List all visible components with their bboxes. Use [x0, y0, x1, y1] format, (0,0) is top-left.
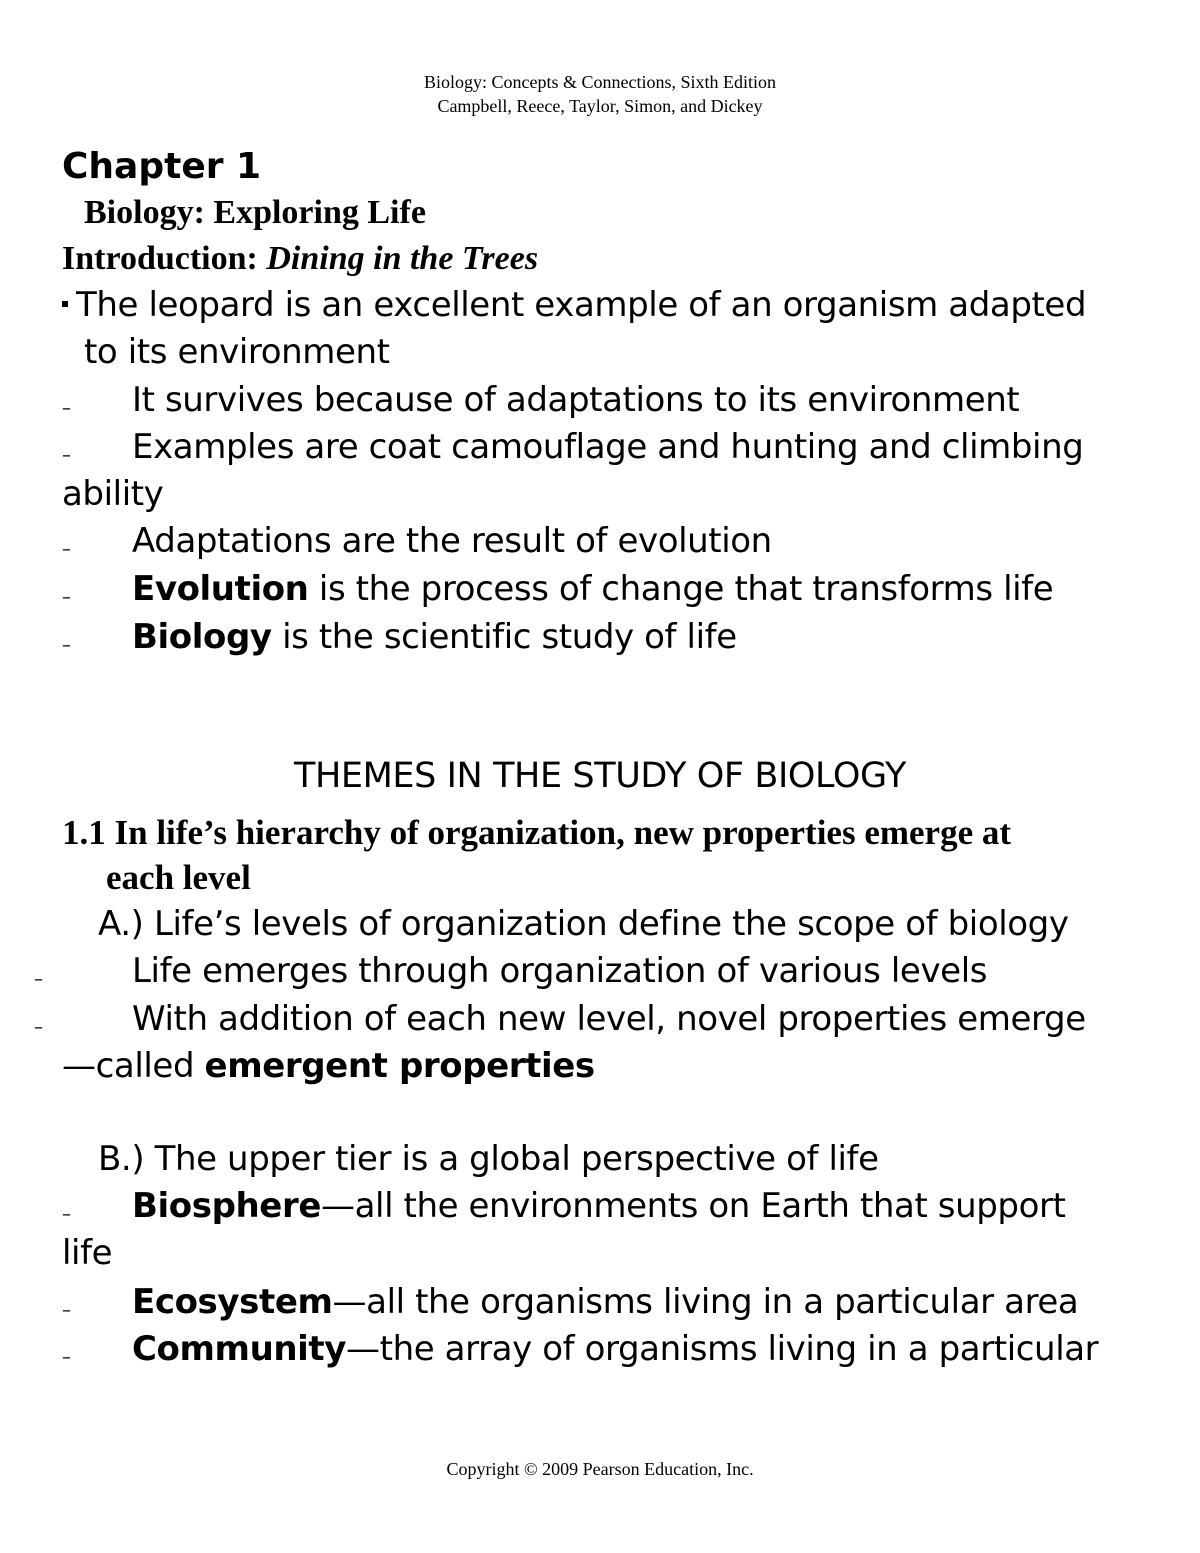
list-item: It survives because of adaptations to its environment — [132, 380, 1020, 420]
bullet-leopard-line2: to its environment — [84, 332, 390, 372]
copyright-footer: Copyright © 2009 Pearson Education, Inc. — [446, 1459, 754, 1479]
list-item — [132, 569, 1053, 609]
dash-marker: – — [62, 1347, 71, 1368]
section-1-1-line2: each level — [106, 858, 251, 897]
dash-marker: – — [62, 587, 71, 608]
term-biology: Biology — [132, 617, 272, 657]
dash-marker: – — [62, 398, 71, 419]
list-item: Adaptations are the result of evolution — [132, 521, 772, 561]
definition-text: is the process of change that transforms life — [308, 569, 1054, 609]
term-emergent-properties: emergent properties — [204, 1046, 595, 1086]
term-biosphere: Biosphere — [132, 1186, 321, 1226]
chapter-number: Chapter 1 — [62, 146, 262, 187]
subsection-a: A.) Life’s levels of organization define the scope of biology — [98, 904, 1069, 944]
section-1-1-line1: 1.1 In life’s hierarchy of organization, new properties emerge at — [62, 813, 1012, 852]
called-prefix: —called — [62, 1046, 205, 1086]
intro-heading — [62, 240, 538, 278]
book-title: Biology: Concepts & Connections, Sixth Edition — [423, 72, 776, 92]
book-authors: Campbell, Reece, Taylor, Simon, and Dickey — [437, 96, 763, 116]
list-item — [132, 1282, 1078, 1322]
list-item — [132, 1186, 1066, 1226]
themes-heading: THEMES IN THE STUDY OF BIOLOGY — [293, 756, 907, 796]
definition-text: —all the organisms living in a particular area — [332, 1282, 1079, 1322]
term-ecosystem: Ecosystem — [132, 1282, 333, 1322]
definition-text: —the array of organisms living in a particular — [346, 1329, 1099, 1369]
term-evolution: Evolution — [132, 569, 309, 609]
bullet-leopard-line1: The leopard is an excellent example of an organism adapted — [76, 285, 1087, 325]
bullet-leopard — [62, 285, 1086, 325]
list-item — [132, 617, 737, 657]
list-item: With addition of each new level, novel properties emerge — [132, 999, 1086, 1039]
dash-marker: – — [62, 1204, 71, 1225]
list-item: Examples are coat camouflage and hunting and climbing — [132, 427, 1084, 467]
square-bullet-icon — [62, 301, 68, 307]
list-item: Life emerges through organization of various levels — [132, 951, 988, 991]
definition-text: —all the environments on Earth that support — [321, 1186, 1066, 1226]
dash-marker: – — [62, 445, 71, 466]
chapter-title: Biology: Exploring Life — [84, 194, 426, 231]
list-item — [132, 1329, 1098, 1369]
page-header — [0, 70, 1200, 118]
emergent-properties-line — [62, 1046, 595, 1086]
subsection-b: B.) The upper tier is a global perspective of life — [98, 1139, 879, 1179]
definition-text: is the scientific study of life — [271, 617, 737, 657]
intro-label: Introduction: — [62, 240, 267, 277]
dash-marker: – — [62, 539, 71, 560]
dash-marker: – — [34, 1017, 43, 1038]
term-community: Community — [132, 1329, 347, 1369]
list-item-wrap: life — [62, 1233, 113, 1273]
dash-marker: – — [62, 1300, 71, 1321]
list-item-wrap: ability — [62, 474, 164, 514]
intro-title: Dining in the Trees — [266, 240, 539, 277]
dash-marker: – — [34, 969, 43, 990]
dash-marker: – — [62, 635, 71, 656]
